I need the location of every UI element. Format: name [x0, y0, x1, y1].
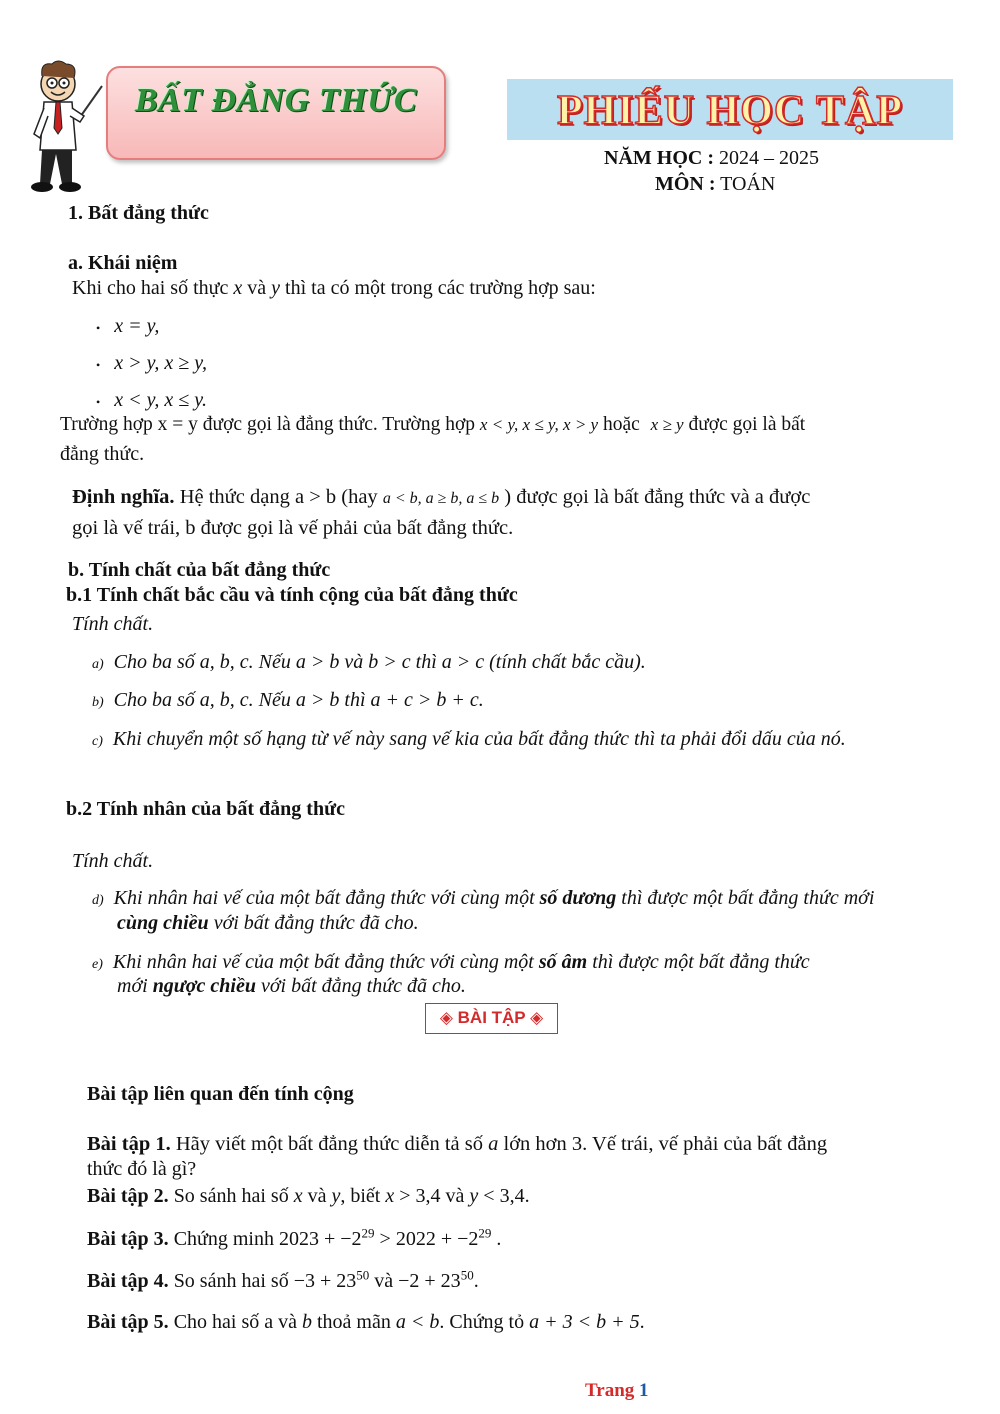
exercise-text: > 3,4 và [394, 1185, 470, 1207]
exercise-text: và [302, 1185, 332, 1207]
subject-label: MÔN : [655, 173, 716, 195]
item-label: a) [92, 657, 104, 672]
section-heading: 1. Bất đẳng thức [68, 202, 209, 224]
property-item [92, 649, 646, 678]
subsection-b2-heading: b.2 Tính nhân của bất đẳng thức [66, 798, 345, 820]
equality-paragraph-line2: đẳng thức. [60, 443, 145, 465]
case-item [96, 313, 159, 341]
subject [655, 173, 775, 196]
math-exponent: 29 [361, 1225, 375, 1241]
exercise-label: Bài tập 1. [87, 1133, 171, 1155]
exercise-3 [87, 1226, 501, 1252]
definition-label: Định nghĩa. [72, 486, 175, 508]
subsection-a-heading: a. Khái niệm [68, 252, 178, 274]
teacher-illustration [22, 58, 106, 194]
math-expression: a + 3 < b + 5 [529, 1311, 640, 1333]
item-label: d) [92, 893, 104, 908]
exercise-text: So sánh hai số [168, 1185, 294, 1207]
exercise-text: Chứng minh 2023 + [168, 1228, 341, 1250]
bullet-icon: • [96, 321, 101, 335]
exercise-text: thoả mãn [312, 1311, 396, 1333]
case-text: x < y, x ≤ y. [114, 389, 207, 411]
subsection-b-heading: b. Tính chất của bất đẳng thức [68, 559, 331, 581]
math-expression: x ≥ y [650, 415, 684, 434]
equality-paragraph-line1 [60, 412, 805, 438]
item-text: với bất đẳng thức đã cho. [255, 975, 466, 997]
var-y: y [469, 1185, 479, 1207]
item-text: mới [117, 975, 153, 997]
exercise-text: . [491, 1228, 502, 1250]
item-label: c) [92, 734, 103, 749]
worksheet-banner [507, 79, 953, 140]
property-item [92, 726, 846, 755]
exercise-text: Cho hai số a và [168, 1311, 302, 1333]
property-item [92, 687, 484, 716]
exercise-label: Bài tập 5. [87, 1311, 169, 1333]
emphasis-text: cùng chiều [117, 912, 209, 934]
item-label: b) [92, 695, 104, 710]
emphasis-text: ngược chiều [152, 975, 256, 997]
case-item [96, 387, 207, 415]
var-y: y [271, 277, 281, 299]
property-label: Tính chất. [72, 613, 154, 635]
diamond-icon: ◈ [530, 1008, 544, 1027]
school-year [604, 147, 819, 170]
diamond-icon: ◈ [439, 1008, 453, 1027]
exercise-label: Bài tập 4. [87, 1270, 169, 1292]
property-item-d-cont [117, 910, 419, 936]
property-label: Tính chất. [72, 850, 154, 872]
definition-text: ) được gọi là bất đẳng thức và a được [499, 486, 811, 508]
intro-text: thì ta có một trong các trường hợp sau: [280, 277, 596, 299]
intro-text: Khi cho hai số thực [72, 277, 234, 299]
case-text: x > y, x ≥ y, [114, 352, 207, 374]
definition-text: Hệ thức dạng a > b (hay [174, 486, 383, 508]
item-text: thì được một bất đẳng thức mới [616, 887, 875, 909]
case-text: x = y, [114, 315, 160, 337]
exercise-text: , biết [340, 1185, 386, 1207]
topic-badge [106, 66, 446, 160]
math-expression: a < b, a ≥ b, a ≤ b [382, 490, 500, 507]
exercise-group-heading: Bài tập liên quan đến tính cộng [87, 1083, 354, 1105]
var-a: a [488, 1133, 499, 1155]
var-x: x [385, 1185, 395, 1207]
var-b: b [302, 1311, 312, 1333]
exercise-label: Bài tập 3. [87, 1228, 169, 1250]
school-year-value: 2024 – 2025 [713, 147, 819, 169]
exercise-text: . [473, 1270, 479, 1292]
subsection-b1-heading: b.1 Tính chất bắc cầu và tính cộng của bất đẳng thức [66, 584, 518, 606]
page-footer [585, 1380, 649, 1402]
exercise-1-line2: thức đó là gì? [87, 1158, 197, 1180]
math-exponent: 50 [356, 1267, 370, 1283]
math-expression: x < y, x ≤ y, x > y [479, 415, 599, 434]
intro-paragraph [72, 275, 596, 301]
math-exponent: 50 [460, 1267, 474, 1283]
worksheet-title: PHIẾU HỌC TẬP [557, 88, 903, 134]
item-text: Khi nhân hai vế của một bất đẳng thức với cùng một [113, 887, 540, 909]
exercise-text: Hãy viết một bất đẳng thức diễn tả số [170, 1133, 489, 1155]
exercises-label-box [425, 1003, 558, 1034]
exercise-text: > 2022 + [374, 1228, 458, 1250]
intro-text: và [242, 277, 272, 299]
var-x: x [233, 277, 243, 299]
exercise-4 [87, 1268, 479, 1294]
emphasis-text: số âm [538, 951, 588, 973]
exercises-label: BÀI TẬP [457, 1008, 526, 1027]
item-label: e) [92, 957, 103, 972]
page-number: 1 [639, 1380, 649, 1401]
paragraph-text: Trường hợp x = y được gọi là đẳng thức. Trường hợp [60, 414, 480, 435]
school-year-label: NĂM HỌC : [604, 147, 714, 169]
math-exponent: 29 [478, 1225, 492, 1241]
exercise-5 [87, 1309, 645, 1335]
var-x: x [293, 1185, 303, 1207]
exercise-text: lớn hơn 3. Vế trái, vế phải của bất đẳng [498, 1133, 828, 1155]
math-base: −2 [457, 1228, 479, 1250]
item-text: với bất đẳng thức đã cho. [208, 912, 419, 934]
item-text: Cho ba số a, b, c. Nếu a > b và b > c thì a > c (tính chất bắc cầu). [113, 651, 646, 673]
math-base: −2 [340, 1228, 362, 1250]
paragraph-text: hoặc [598, 414, 645, 435]
exercise-text: < 3,4. [478, 1185, 530, 1207]
definition-line2: gọi là vế trái, b được gọi là vế phải của bất đẳng thức. [72, 517, 514, 539]
exercise-label: Bài tập 2. [87, 1185, 169, 1207]
var-y: y [331, 1185, 341, 1207]
math-expression: a < b [395, 1311, 440, 1333]
exercise-2 [87, 1183, 530, 1209]
item-text: Cho ba số a, b, c. Nếu a > b thì a + c > b + c. [113, 689, 484, 711]
case-item [96, 350, 207, 378]
page-label: Trang [585, 1380, 640, 1401]
exercise-1-line1 [87, 1131, 827, 1157]
item-text: Khi nhân hai vế của một bất đẳng thức với cùng một [112, 951, 539, 973]
paragraph-text: được gọi là bất [683, 414, 806, 435]
exercise-text: và −2 + 23 [369, 1270, 461, 1292]
topic-title: BẤT ĐẲNG THỨC [134, 82, 418, 119]
subject-value: TOÁN [715, 173, 776, 195]
item-text: Khi chuyển một số hạng từ vế này sang vế kia của bất đẳng thức thì ta phải đổi dấu của nó. [112, 728, 846, 750]
definition-line1 [72, 484, 810, 512]
property-item-e-cont [117, 973, 466, 999]
bullet-icon: • [96, 358, 101, 372]
exercise-text: So sánh hai số −3 + 23 [168, 1270, 357, 1292]
bullet-icon: • [96, 395, 101, 409]
item-text: thì được một bất đẳng thức [587, 951, 810, 973]
exercise-text: . [639, 1311, 645, 1333]
emphasis-text: số dương [539, 887, 617, 909]
exercise-text: . Chứng tỏ [439, 1311, 530, 1333]
